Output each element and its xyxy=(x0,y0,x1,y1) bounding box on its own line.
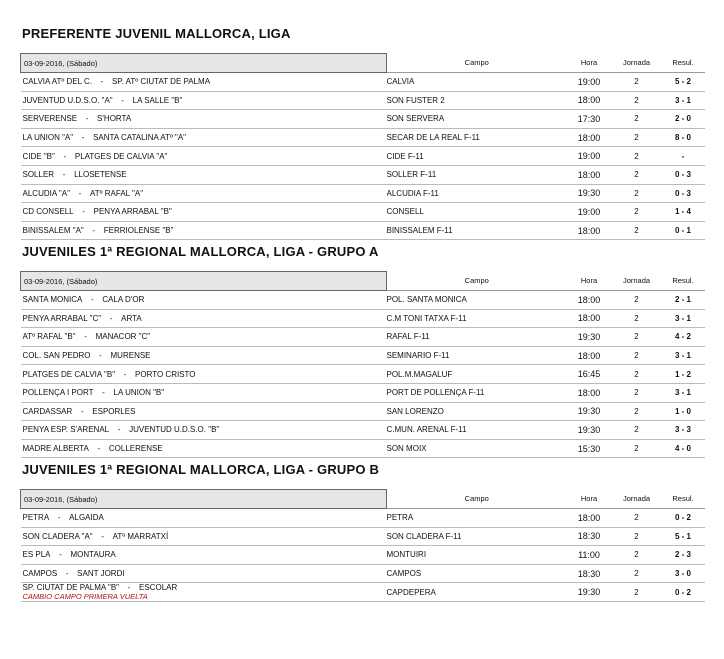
date-header: 03-09-2016, (Sábado) xyxy=(21,54,387,73)
match-note: CAMBIO CAMPO PRIMERA VUELTA xyxy=(22,592,148,602)
hora-header: Hora xyxy=(567,54,612,73)
table-row xyxy=(21,309,705,328)
result-cell: 0 - 2 xyxy=(662,583,705,602)
result-cell: 3 - 1 xyxy=(662,309,705,328)
match-cell xyxy=(21,546,387,565)
time-cell: 19:30 xyxy=(567,583,612,602)
home-team: JUVENTUD U.D.S.O. "A" xyxy=(22,95,113,105)
team-separator: - xyxy=(63,151,67,161)
matchday-cell: 2 xyxy=(612,365,662,384)
venue-cell: CONSELL xyxy=(387,203,567,222)
result-header: Resul. xyxy=(662,272,705,291)
home-team: SERVERENSE xyxy=(22,114,78,124)
campo-header: Campo xyxy=(387,54,567,73)
table-row xyxy=(21,221,705,240)
result-cell: 3 - 3 xyxy=(662,421,705,440)
match-cell xyxy=(21,439,387,458)
time-cell: 18:30 xyxy=(567,564,612,583)
matchday-cell: 2 xyxy=(612,147,662,166)
hora-header: Hora xyxy=(567,490,612,509)
home-team: PETRA xyxy=(22,513,50,523)
team-separator: - xyxy=(62,170,66,180)
home-team: COL. SAN PEDRO xyxy=(22,351,91,361)
team-separator: - xyxy=(65,569,69,579)
table-row xyxy=(21,328,705,347)
result-cell: 0 - 3 xyxy=(662,165,705,184)
time-cell: 19:00 xyxy=(567,203,612,222)
venue-cell: BINISSALEM F-11 xyxy=(387,221,567,240)
venue-cell: PETRA xyxy=(387,509,567,528)
time-cell: 18:00 xyxy=(567,221,612,240)
matchday-cell: 2 xyxy=(612,564,662,583)
matchday-cell: 2 xyxy=(612,128,662,147)
matchday-cell: 2 xyxy=(612,439,662,458)
section-title: JUVENILES 1ª REGIONAL MALLORCA, LIGA - GRUPO A xyxy=(22,244,379,259)
venue-cell: SECAR DE LA REAL F-11 xyxy=(387,128,567,147)
away-team: SP. ATº CIUTAT DE PALMA xyxy=(111,77,211,87)
matchday-cell: 2 xyxy=(612,383,662,402)
home-team: BINISSALEM "A" xyxy=(22,226,84,236)
home-team: MADRE ALBERTA xyxy=(22,444,89,454)
table-row xyxy=(21,421,705,440)
table-row xyxy=(21,402,705,421)
venue-cell: C.MUN. ARENAL F-11 xyxy=(387,421,567,440)
venue-cell: POL.M.MAGALUF xyxy=(387,365,567,384)
result-cell: 5 - 1 xyxy=(662,527,705,546)
away-team: JUVENTUD U.D.S.O. "B" xyxy=(129,425,220,435)
campo-header: Campo xyxy=(387,272,567,291)
result-cell: 1 - 4 xyxy=(662,203,705,222)
team-separator: - xyxy=(84,332,87,342)
away-team: ESPORLES xyxy=(92,406,136,416)
venue-cell: SON FUSTER 2 xyxy=(387,91,567,110)
team-separator: - xyxy=(85,114,89,124)
time-cell: 19:00 xyxy=(567,147,612,166)
result-cell: 1 - 0 xyxy=(662,402,705,421)
table-row xyxy=(21,147,705,166)
away-team: ESCOLAR xyxy=(139,583,178,593)
team-separator: - xyxy=(101,531,104,541)
home-team: CD CONSELL xyxy=(22,207,74,217)
away-team: LA UNION "B" xyxy=(113,388,165,398)
result-cell: 0 - 1 xyxy=(662,221,705,240)
team-separator: - xyxy=(57,513,61,523)
team-separator: - xyxy=(97,444,101,454)
team-separator: - xyxy=(82,207,85,217)
result-cell: 0 - 2 xyxy=(662,509,705,528)
team-separator: - xyxy=(117,425,121,435)
home-team: CARDASSAR xyxy=(22,406,73,416)
matchday-cell: 2 xyxy=(612,527,662,546)
match-cell xyxy=(21,583,387,602)
matchday-cell: 2 xyxy=(612,203,662,222)
table-row xyxy=(21,73,705,92)
match-cell xyxy=(21,110,387,129)
result-cell: 2 - 3 xyxy=(662,546,705,565)
team-separator: - xyxy=(92,226,96,236)
home-team: SANTA MONICA xyxy=(22,295,83,305)
team-separator: - xyxy=(100,77,104,87)
table-row xyxy=(21,346,705,365)
match-cell xyxy=(21,365,387,384)
result-cell: 3 - 1 xyxy=(662,91,705,110)
match-cell xyxy=(21,165,387,184)
match-cell xyxy=(21,91,387,110)
matchday-cell: 2 xyxy=(612,509,662,528)
team-separator: - xyxy=(102,388,105,398)
match-cell xyxy=(21,402,387,421)
table-row xyxy=(21,383,705,402)
table-row xyxy=(21,583,705,602)
jornada-header: Jornada xyxy=(612,272,662,291)
away-team: PORTO CRISTO xyxy=(135,369,196,379)
match-cell xyxy=(21,221,387,240)
time-cell: 19:00 xyxy=(567,73,612,92)
time-cell: 19:30 xyxy=(567,328,612,347)
venue-cell: CIDE F-11 xyxy=(387,147,567,166)
table-row xyxy=(21,291,705,310)
results-table xyxy=(20,53,705,240)
matchday-cell: 2 xyxy=(612,184,662,203)
away-team: PENYA ARRABAL "B" xyxy=(93,207,172,217)
home-team: SP. CIUTAT DE PALMA "B" xyxy=(22,583,120,593)
time-cell: 17:30 xyxy=(567,110,612,129)
venue-cell: SOLLER F-11 xyxy=(387,165,567,184)
away-team: ARTA xyxy=(121,313,142,323)
venue-cell: ALCUDIA F-11 xyxy=(387,184,567,203)
match-cell xyxy=(21,291,387,310)
time-cell: 16:45 xyxy=(567,365,612,384)
matchday-cell: 2 xyxy=(612,346,662,365)
home-team: PLATGES DE CALVIA "B" xyxy=(22,369,116,379)
team-separator: - xyxy=(80,406,84,416)
venue-cell: SAN LORENZO xyxy=(387,402,567,421)
match-cell xyxy=(21,147,387,166)
team-separator: - xyxy=(123,369,127,379)
away-team: MONTAURA xyxy=(70,550,116,560)
away-team: MANACOR "C" xyxy=(95,332,151,342)
matchday-cell: 2 xyxy=(612,110,662,129)
matchday-cell: 2 xyxy=(612,402,662,421)
away-team: SANT JORDI xyxy=(77,569,125,579)
result-header: Resul. xyxy=(662,490,705,509)
campo-header: Campo xyxy=(387,490,567,509)
home-team: SOLLER xyxy=(22,170,55,180)
home-team: ALCUDIA "A" xyxy=(22,188,70,198)
away-team: S'HORTA xyxy=(97,114,132,124)
away-team: SANTA CATALINA ATº "A" xyxy=(93,133,187,143)
result-cell: 2 - 0 xyxy=(662,110,705,129)
team-separator: - xyxy=(81,133,85,143)
time-cell: 18:00 xyxy=(567,309,612,328)
time-cell: 18:00 xyxy=(567,346,612,365)
time-cell: 18:00 xyxy=(567,291,612,310)
table-row xyxy=(21,128,705,147)
time-cell: 18:00 xyxy=(567,383,612,402)
result-cell: 0 - 3 xyxy=(662,184,705,203)
away-team: LA SALLE "B" xyxy=(132,95,183,105)
result-cell: 1 - 2 xyxy=(662,365,705,384)
date-header: 03-09-2016, (Sábado) xyxy=(21,490,387,509)
time-cell: 15:30 xyxy=(567,439,612,458)
away-team: FERRIOLENSE "B" xyxy=(103,226,174,236)
time-cell: 18:00 xyxy=(567,165,612,184)
match-cell xyxy=(21,527,387,546)
section-title: PREFERENTE JUVENIL MALLORCA, LIGA xyxy=(22,26,291,41)
result-cell: 3 - 0 xyxy=(662,564,705,583)
hora-header: Hora xyxy=(567,272,612,291)
team-separator: - xyxy=(99,351,102,361)
away-team: ALGAIDA xyxy=(69,513,104,523)
team-separator: - xyxy=(127,583,131,593)
team-separator: - xyxy=(91,295,94,305)
match-cell xyxy=(21,346,387,365)
time-cell: 19:30 xyxy=(567,402,612,421)
jornada-header: Jornada xyxy=(612,490,662,509)
result-cell: 3 - 1 xyxy=(662,383,705,402)
time-cell: 18:00 xyxy=(567,91,612,110)
matchday-cell: 2 xyxy=(612,91,662,110)
time-cell: 18:00 xyxy=(567,509,612,528)
home-team: CIDE "B" xyxy=(22,151,55,161)
venue-cell: CALVIA xyxy=(387,73,567,92)
venue-cell: SON MOIX xyxy=(387,439,567,458)
venue-cell: CAPDEPERA xyxy=(387,583,567,602)
date-header: 03-09-2016, (Sábado) xyxy=(21,272,387,291)
away-team: CALA D'OR xyxy=(102,295,145,305)
match-cell xyxy=(21,509,387,528)
time-cell: 18:00 xyxy=(567,128,612,147)
away-team: MURENSE xyxy=(110,351,151,361)
matchday-cell: 2 xyxy=(612,583,662,602)
table-row xyxy=(21,509,705,528)
matchday-cell: 2 xyxy=(612,309,662,328)
team-separator: - xyxy=(109,313,113,323)
result-cell: 4 - 2 xyxy=(662,328,705,347)
matchday-cell: 2 xyxy=(612,165,662,184)
table-row xyxy=(21,91,705,110)
match-cell xyxy=(21,73,387,92)
home-team: ATº RAFAL "B" xyxy=(22,332,76,342)
matchday-cell: 2 xyxy=(612,421,662,440)
time-cell: 19:30 xyxy=(567,421,612,440)
away-team: COLLERENSE xyxy=(108,444,163,454)
match-cell xyxy=(21,564,387,583)
matchday-cell: 2 xyxy=(612,291,662,310)
matchday-cell: 2 xyxy=(612,221,662,240)
venue-cell: SON SERVERA xyxy=(387,110,567,129)
results-table xyxy=(20,271,705,458)
match-cell xyxy=(21,383,387,402)
time-cell: 19:30 xyxy=(567,184,612,203)
matchday-cell: 2 xyxy=(612,546,662,565)
jornada-header: Jornada xyxy=(612,54,662,73)
home-team: ES PLA xyxy=(22,550,51,560)
table-row xyxy=(21,546,705,565)
team-separator: - xyxy=(78,188,82,198)
table-row xyxy=(21,527,705,546)
venue-cell: SON CLADERA F-11 xyxy=(387,527,567,546)
home-team: CAMPOS xyxy=(22,569,58,579)
result-cell: 3 - 1 xyxy=(662,346,705,365)
time-cell: 18:30 xyxy=(567,527,612,546)
away-team: PLATGES DE CALVIA "A" xyxy=(74,151,168,161)
table-row xyxy=(21,110,705,129)
result-cell: 2 - 1 xyxy=(662,291,705,310)
table-row xyxy=(21,439,705,458)
venue-cell: POL. SANTA MONICA xyxy=(387,291,567,310)
venue-cell: MONTUIRI xyxy=(387,546,567,565)
result-cell: - xyxy=(662,147,705,166)
match-cell xyxy=(21,309,387,328)
table-row xyxy=(21,165,705,184)
venue-cell: RAFAL F-11 xyxy=(387,328,567,347)
section-title: JUVENILES 1ª REGIONAL MALLORCA, LIGA - GRUPO B xyxy=(22,462,380,477)
home-team: LA UNION "A" xyxy=(22,133,74,143)
matchday-cell: 2 xyxy=(612,328,662,347)
table-row xyxy=(21,564,705,583)
home-team: PENYA ARRABAL "C" xyxy=(22,313,102,323)
away-team: LLOSETENSE xyxy=(74,170,127,180)
away-team: ATº MARRATXÍ xyxy=(112,531,169,541)
table-row xyxy=(21,365,705,384)
team-separator: - xyxy=(59,550,62,560)
result-header: Resul. xyxy=(662,54,705,73)
matchday-cell: 2 xyxy=(612,73,662,92)
team-separator: - xyxy=(121,95,124,105)
match-cell xyxy=(21,328,387,347)
match-cell xyxy=(21,203,387,222)
match-cell xyxy=(21,184,387,203)
home-team: SON CLADERA "A" xyxy=(22,531,93,541)
venue-cell: CAMPOS xyxy=(387,564,567,583)
results-table xyxy=(20,489,705,602)
venue-cell: C.M TONI TATXA F-11 xyxy=(387,309,567,328)
home-team: POLLENÇA I PORT xyxy=(22,388,94,398)
time-cell: 11:00 xyxy=(567,546,612,565)
home-team: CALVIA ATº DEL C. xyxy=(22,77,92,87)
result-cell: 5 - 2 xyxy=(662,73,705,92)
venue-cell: PORT DE POLLENÇA F-11 xyxy=(387,383,567,402)
result-cell: 4 - 0 xyxy=(662,439,705,458)
result-cell: 8 - 0 xyxy=(662,128,705,147)
table-row xyxy=(21,184,705,203)
match-cell xyxy=(21,421,387,440)
away-team: ATº RAFAL "A" xyxy=(89,188,144,198)
table-row xyxy=(21,203,705,222)
venue-cell: SEMINARIO F-11 xyxy=(387,346,567,365)
home-team: PENYA ESP. S'ARENAL xyxy=(22,425,110,435)
match-cell xyxy=(21,128,387,147)
